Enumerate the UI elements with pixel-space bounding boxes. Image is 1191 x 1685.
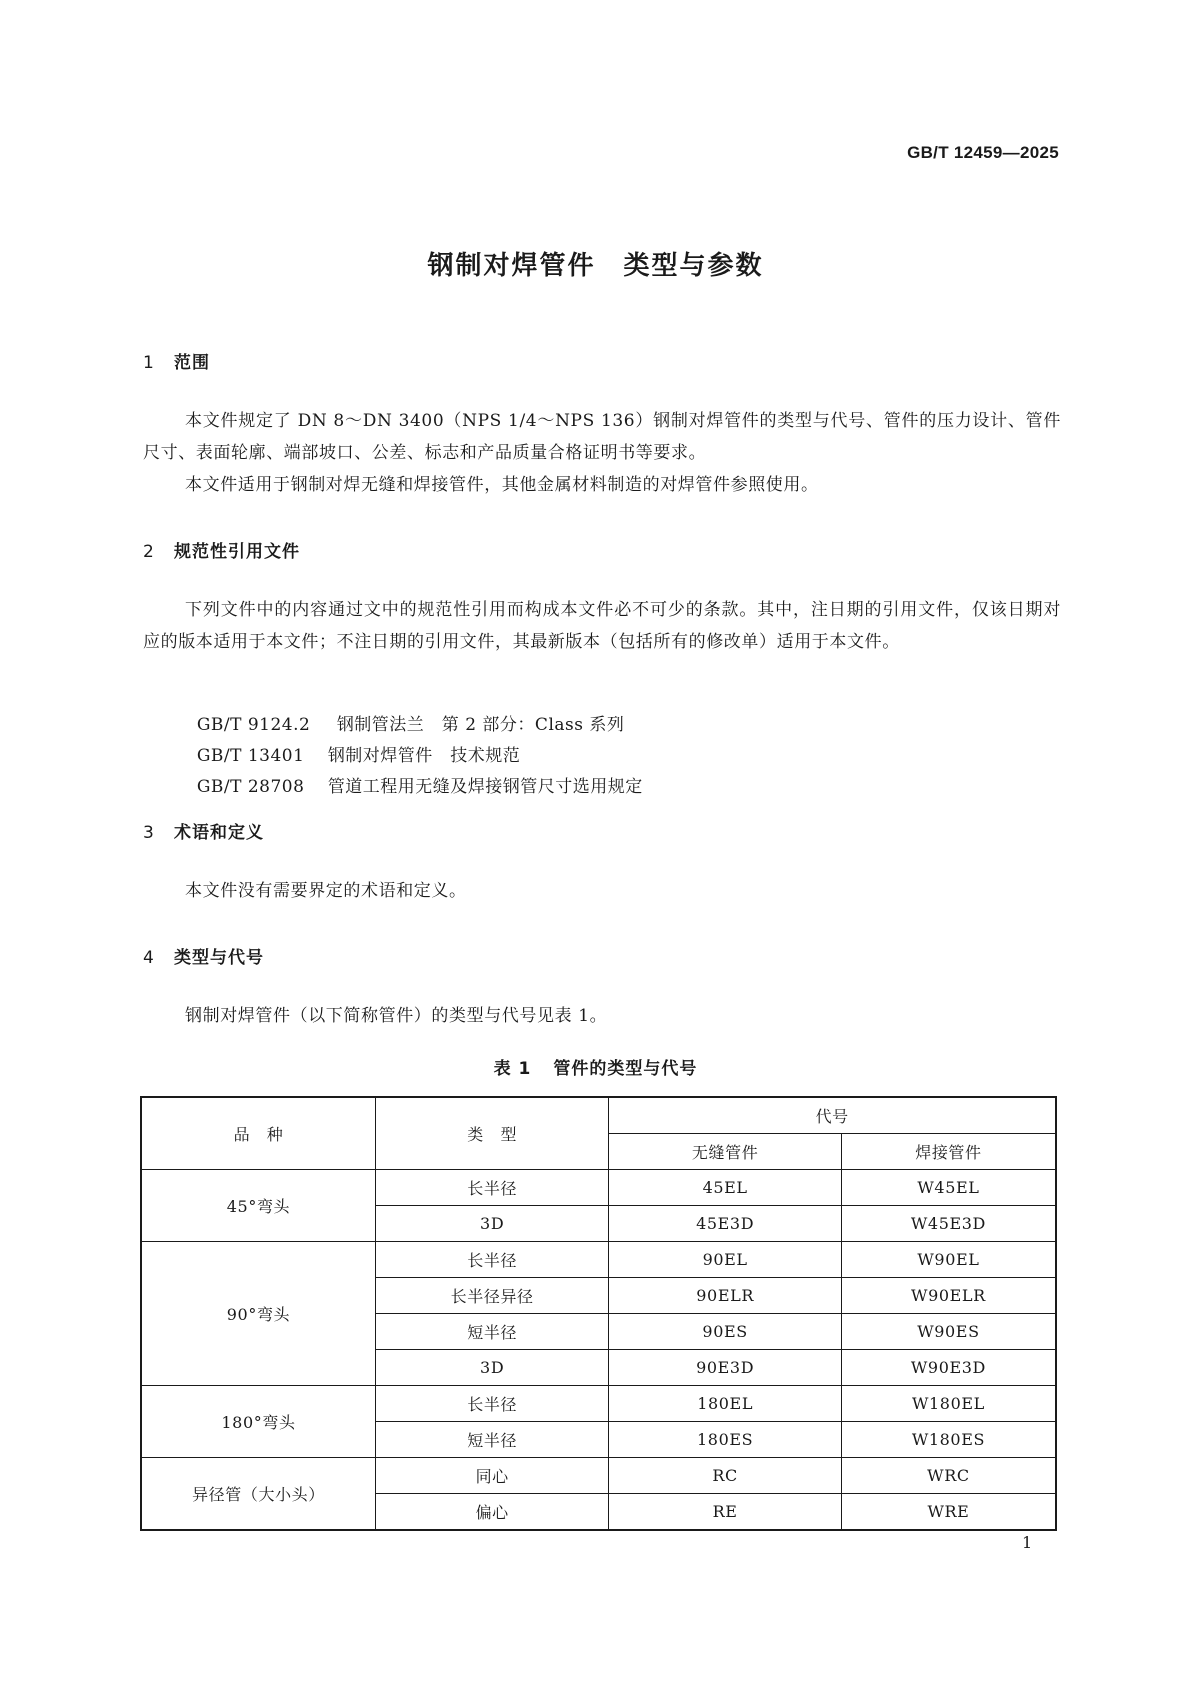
seamless-code-cell: 90ELR (609, 1278, 842, 1314)
section-title: 类型与代号 (174, 948, 264, 968)
section-3-heading (143, 818, 264, 843)
header-type: 类 型 (375, 1097, 608, 1170)
standard-code: GB/T 12459—2025 (907, 143, 1059, 162)
reference-code: GB/T 13401 (196, 746, 305, 766)
welded-code-cell: W90ELR (841, 1278, 1056, 1314)
type-cell: 长半径 (375, 1386, 608, 1422)
type-cell: 3D (375, 1206, 608, 1242)
section-number: 3 (143, 823, 155, 843)
reference-title: 钢制管法兰 第 2 部分：Class 系列 (336, 715, 625, 735)
section-1-paragraph-2: 本文件适用于钢制对焊无缝和焊接管件，其他金属材料制造的对焊管件参照使用。 (185, 475, 819, 495)
table-number: 表 1 (493, 1059, 532, 1079)
fitting-codes-table (140, 1096, 1057, 1531)
header-code: 代号 (609, 1097, 1056, 1134)
type-cell: 短半径 (375, 1422, 608, 1458)
page-number: 1 (1022, 1533, 1033, 1552)
type-cell: 长半径异径 (375, 1278, 608, 1314)
welded-code-cell: WRC (841, 1458, 1056, 1494)
welded-code-cell: W90ES (841, 1314, 1056, 1350)
welded-code-cell: W180ES (841, 1422, 1056, 1458)
section-number: 4 (143, 948, 155, 968)
reference-item (185, 752, 643, 797)
welded-code-cell: W45EL (841, 1170, 1056, 1206)
seamless-code-cell: 180ES (609, 1422, 842, 1458)
seamless-code-cell: 180EL (609, 1386, 842, 1422)
welded-code-cell: W45E3D (841, 1206, 1056, 1242)
section-number: 2 (143, 542, 155, 562)
document-title: 钢制对焊管件 类型与参数 (427, 251, 764, 281)
variety-cell: 90°弯头 (141, 1242, 375, 1386)
section-title: 范围 (174, 353, 210, 373)
section-4-paragraph-1: 钢制对焊管件（以下简称管件）的类型与代号见表 1。 (185, 1006, 608, 1026)
table-row (141, 1170, 1056, 1206)
type-cell: 同心 (375, 1458, 608, 1494)
section-1-heading (143, 348, 210, 373)
reference-title: 管道工程用无缝及焊接钢管尺寸选用规定 (327, 777, 643, 797)
welded-code-cell: WRE (841, 1494, 1056, 1531)
variety-cell: 180°弯头 (141, 1386, 375, 1458)
seamless-code-cell: 90E3D (609, 1350, 842, 1386)
type-cell: 短半径 (375, 1314, 608, 1350)
section-number: 1 (143, 353, 155, 373)
section-4-heading (143, 943, 264, 968)
table-header-row (141, 1097, 1056, 1134)
reference-title: 钢制对焊管件 技术规范 (327, 746, 521, 766)
section-1-paragraph-1: 本文件规定了 DN 8～DN 3400（NPS 1/4～NPS 136）钢制对焊管件的类型与代号、管件的压力设计、管件尺寸、表面轮廓、端部坡口、公差、标志和产品质量合格证明书等要求。 (143, 411, 1061, 463)
section-2-heading (143, 537, 300, 562)
header-seamless: 无缝管件 (609, 1134, 842, 1170)
type-cell: 长半径 (375, 1170, 608, 1206)
table-row (141, 1458, 1056, 1494)
reference-code: GB/T 9124.2 (196, 715, 311, 735)
section-2-paragraph-1: 下列文件中的内容通过文中的规范性引用而构成本文件必不可少的条款。其中，注日期的引用文件，仅该日期对应的版本适用于本文件；不注日期的引用文件，其最新版本（包括所有的修改单）适用于本文件。 (143, 600, 1061, 652)
header-welded: 焊接管件 (841, 1134, 1056, 1170)
seamless-code-cell: RC (609, 1458, 842, 1494)
type-cell: 长半径 (375, 1242, 608, 1278)
table-row (141, 1242, 1056, 1278)
variety-cell: 45°弯头 (141, 1170, 375, 1242)
section-title: 术语和定义 (174, 823, 264, 843)
seamless-code-cell: 45EL (609, 1170, 842, 1206)
welded-code-cell: W90EL (841, 1242, 1056, 1278)
seamless-code-cell: 45E3D (609, 1206, 842, 1242)
variety-cell: 异径管（大小头） (141, 1458, 375, 1531)
table-row (141, 1386, 1056, 1422)
seamless-code-cell: 90EL (609, 1242, 842, 1278)
type-cell: 3D (375, 1350, 608, 1386)
section-3-paragraph-1: 本文件没有需要界定的术语和定义。 (185, 881, 467, 901)
type-cell: 偏心 (375, 1494, 608, 1531)
seamless-code-cell: RE (609, 1494, 842, 1531)
seamless-code-cell: 90ES (609, 1314, 842, 1350)
table-title: 管件的类型与代号 (553, 1059, 698, 1079)
header-variety: 品 种 (141, 1097, 375, 1170)
welded-code-cell: W180EL (841, 1386, 1056, 1422)
section-title: 规范性引用文件 (174, 542, 300, 562)
welded-code-cell: W90E3D (841, 1350, 1056, 1386)
table-caption (0, 1054, 1191, 1079)
reference-code: GB/T 28708 (196, 777, 305, 797)
